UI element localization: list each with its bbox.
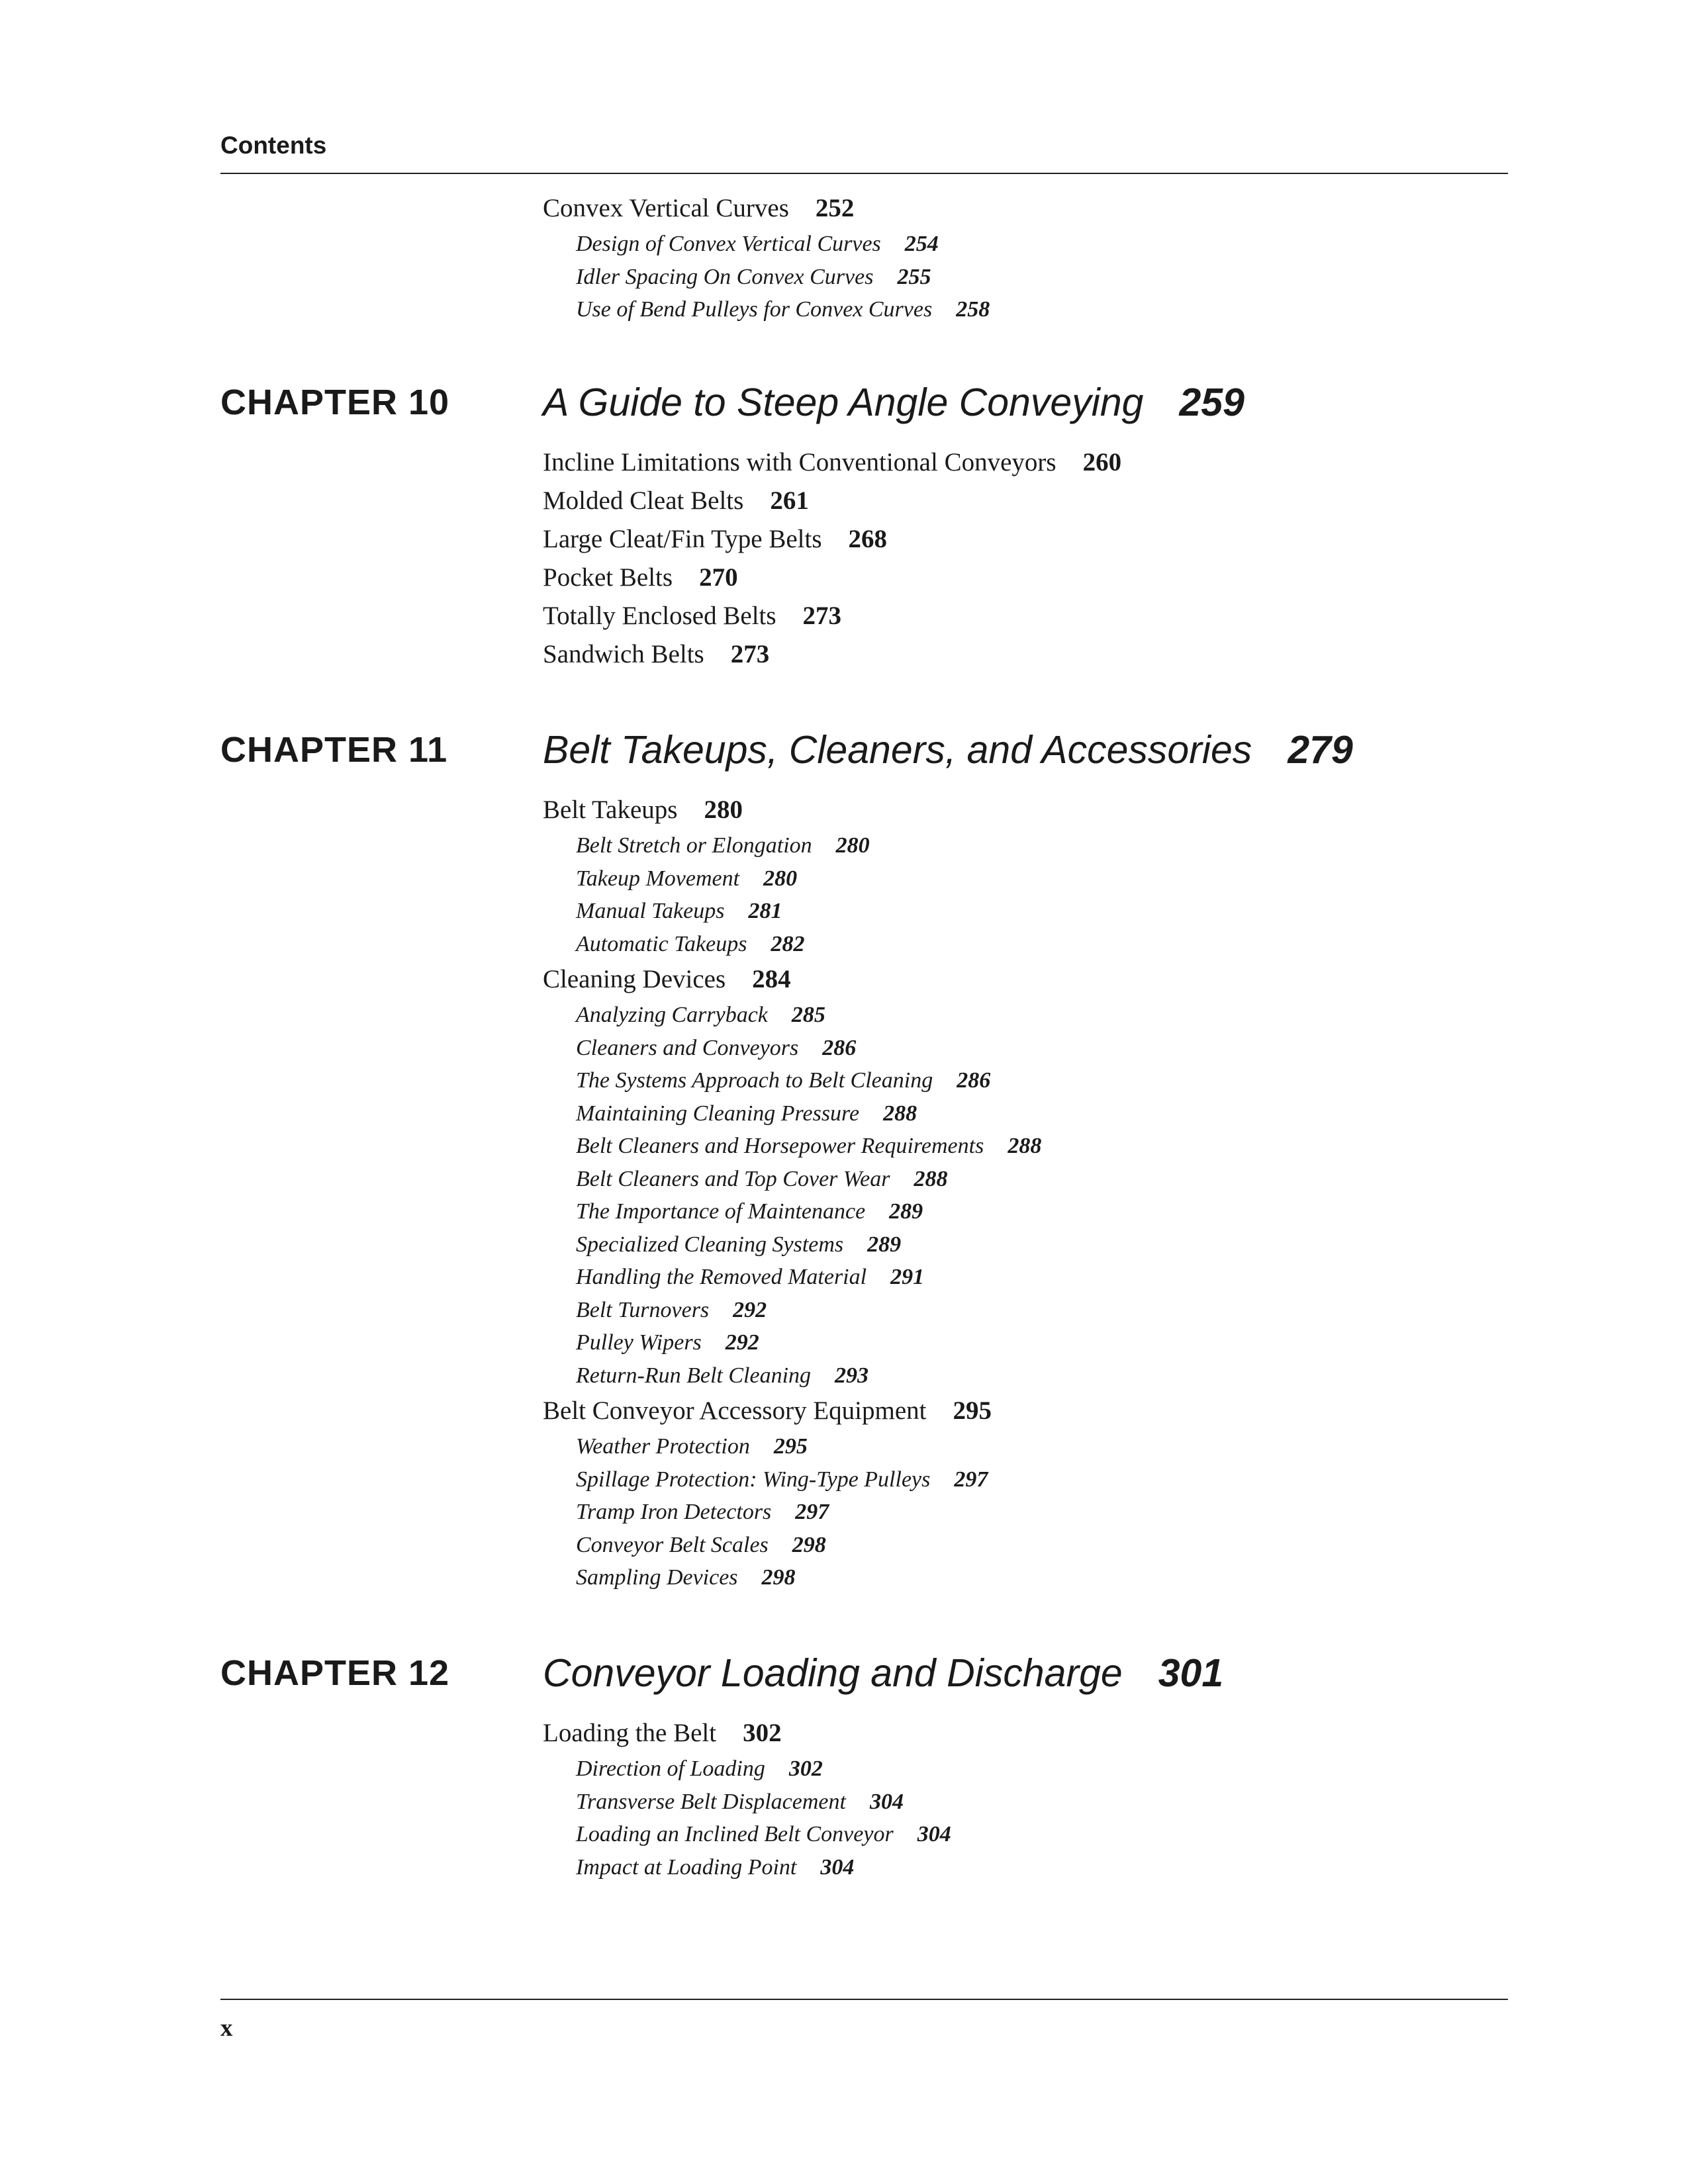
toc-entry-page: 297	[954, 1467, 988, 1492]
running-head: Contents	[220, 132, 327, 159]
toc-entry-page: 285	[791, 1003, 825, 1027]
toc-entry-title: Analyzing Carryback	[576, 1003, 768, 1027]
toc-subsection-entry[interactable]	[543, 1261, 1041, 1294]
toc-entry-page: 261	[770, 486, 809, 515]
toc-entry-title: Pulley Wipers	[576, 1330, 702, 1355]
toc-entry-page: 254	[904, 232, 939, 256]
toc-entry-title: Cleaners and Conveyors	[576, 1035, 799, 1060]
toc-entry-title: Belt Takeups	[543, 796, 678, 824]
toc-entry-page: 280	[763, 866, 798, 891]
toc-entry-page: 298	[792, 1532, 826, 1557]
toc-entry-title: Cleaning Devices	[543, 965, 726, 993]
chapter-title[interactable]	[543, 1648, 1223, 1698]
toc-entry-page: 288	[883, 1101, 917, 1126]
toc-subsection-entry[interactable]	[543, 1326, 1041, 1359]
toc-entry-title: Idler Spacing On Convex Curves	[576, 264, 874, 289]
toc-entry-title: Automatic Takeups	[576, 931, 747, 956]
toc-subsection-entry[interactable]	[543, 228, 990, 261]
toc-entry-title: Pocket Belts	[543, 563, 673, 592]
toc-entry-title: Spillage Protection: Wing-Type Pulleys	[576, 1467, 931, 1492]
toc-section-entry[interactable]	[543, 960, 1041, 999]
toc-section-entry[interactable]	[543, 1714, 951, 1752]
toc-subsection-entry[interactable]	[543, 829, 1041, 862]
chapter-page-number: 279	[1288, 728, 1353, 772]
toc-entry-page: 304	[917, 1822, 951, 1846]
toc-entry-title: Transverse Belt Displacement	[576, 1789, 846, 1814]
toc-entry-page: 292	[725, 1330, 759, 1355]
toc-entry-title: Specialized Cleaning Systems	[576, 1232, 844, 1257]
toc-entry-list	[543, 443, 1121, 674]
chapter-label: CHAPTER 12	[220, 1653, 450, 1693]
chapter-page-number: 259	[1179, 381, 1244, 424]
toc-subsection-entry[interactable]	[543, 1786, 951, 1819]
toc-section-entry[interactable]	[543, 791, 1041, 829]
toc-entry-title: Loading an Inclined Belt Conveyor	[576, 1822, 894, 1846]
toc-subsection-entry[interactable]	[543, 928, 1041, 961]
toc-subsection-entry[interactable]	[543, 1359, 1041, 1392]
toc-entry-page: 273	[802, 602, 842, 630]
toc-subsection-entry[interactable]	[543, 1294, 1041, 1327]
toc-entry-page: 298	[761, 1565, 796, 1590]
toc-entry-page: 284	[752, 965, 791, 993]
toc-entry-page: 302	[788, 1756, 823, 1781]
toc-entry-page: 280	[704, 796, 743, 824]
toc-section-entry[interactable]	[543, 443, 1121, 482]
chapter-title-text: A Guide to Steep Angle Conveying	[543, 381, 1144, 424]
toc-subsection-entry[interactable]	[543, 1529, 1041, 1562]
toc-entry-title: Conveyor Belt Scales	[576, 1532, 769, 1557]
toc-section-entry[interactable]	[543, 189, 990, 228]
toc-entry-title: Convex Vertical Curves	[543, 194, 789, 222]
toc-entry-title: Return-Run Belt Cleaning	[576, 1363, 812, 1388]
toc-subsection-entry[interactable]	[543, 1097, 1041, 1130]
toc-entry-title: Belt Stretch or Elongation	[576, 833, 812, 858]
toc-entry-page: 295	[953, 1396, 992, 1425]
toc-entry-list	[543, 1714, 951, 1884]
toc-entry-title: Handling the Removed Material	[576, 1265, 867, 1289]
toc-entry-title: Weather Protection	[576, 1434, 750, 1459]
toc-entry-page: 286	[957, 1068, 991, 1093]
toc-entry-page: 304	[869, 1789, 904, 1814]
chapter-title-text: Belt Takeups, Cleaners, and Accessories	[543, 728, 1252, 772]
toc-subsection-entry[interactable]	[543, 1064, 1041, 1097]
toc-entry-page: 289	[889, 1199, 923, 1224]
toc-entry-page: 260	[1082, 448, 1122, 477]
toc-subsection-entry[interactable]	[543, 1163, 1041, 1196]
toc-continuation-list	[543, 189, 990, 326]
toc-entry-page: 282	[771, 931, 805, 956]
toc-entry-page: 297	[795, 1500, 829, 1524]
chapter-page-number: 301	[1158, 1651, 1224, 1695]
toc-section-entry[interactable]	[543, 559, 1121, 597]
toc-entry-page: 280	[835, 833, 870, 858]
toc-entry-title: Manual Takeups	[576, 899, 725, 923]
toc-entry-list	[543, 791, 1041, 1594]
toc-entry-page: 288	[1008, 1134, 1042, 1158]
page-folio: x	[220, 2015, 233, 2042]
toc-subsection-entry[interactable]	[543, 261, 990, 294]
toc-subsection-entry[interactable]	[543, 293, 990, 326]
toc-entry-title: Takeup Movement	[576, 866, 740, 891]
toc-entry-page: 255	[897, 264, 931, 289]
toc-entry-title: Large Cleat/Fin Type Belts	[543, 525, 822, 553]
toc-entry-title: The Systems Approach to Belt Cleaning	[576, 1068, 933, 1093]
toc-entry-page: 289	[867, 1232, 902, 1257]
toc-entry-page: 273	[730, 640, 770, 668]
toc-entry-title: Belt Cleaners and Top Cover Wear	[576, 1166, 890, 1191]
toc-section-entry[interactable]	[543, 520, 1121, 559]
chapter-title[interactable]	[543, 377, 1244, 428]
toc-section-entry[interactable]	[543, 482, 1121, 520]
toc-entry-title: Impact at Loading Point	[576, 1854, 797, 1880]
toc-section-entry[interactable]	[543, 597, 1121, 635]
toc-subsection-entry[interactable]	[543, 1195, 1041, 1228]
footer-rule	[220, 1999, 1508, 2000]
toc-entry-title: Belt Cleaners and Horsepower Requirements	[576, 1134, 984, 1158]
toc-entry-page: 288	[914, 1166, 948, 1191]
toc-entry-page: 268	[848, 525, 888, 553]
toc-entry-page: 292	[733, 1297, 767, 1322]
chapter-label: CHAPTER 11	[220, 730, 448, 770]
toc-section-entry[interactable]	[543, 635, 1121, 674]
toc-entry-page: 302	[743, 1719, 782, 1747]
toc-entry-page: 281	[748, 899, 782, 923]
toc-entry-title: Direction of Loading	[576, 1756, 765, 1781]
toc-subsection-entry[interactable]	[543, 1430, 1041, 1463]
toc-section-entry[interactable]	[543, 1392, 1041, 1430]
toc-entry-page: 258	[956, 297, 990, 322]
toc-entry-page: 304	[820, 1854, 855, 1880]
toc-entry-title: Incline Limitations with Conventional Conveyors	[543, 448, 1056, 477]
toc-entry-page: 291	[890, 1265, 925, 1289]
toc-entry-title: Design of Convex Vertical Curves	[576, 232, 881, 256]
chapter-title[interactable]	[543, 725, 1353, 775]
toc-subsection-entry[interactable]	[543, 1228, 1041, 1261]
toc-subsection-entry[interactable]	[543, 1752, 951, 1786]
toc-subsection-entry[interactable]	[543, 1561, 1041, 1594]
toc-entry-page: 252	[815, 194, 855, 222]
toc-entry-title: Loading the Belt	[543, 1719, 717, 1747]
toc-entry-page: 295	[773, 1434, 808, 1459]
toc-entry-title: Molded Cleat Belts	[543, 486, 744, 515]
toc-entry-title: Sandwich Belts	[543, 640, 704, 668]
toc-subsection-entry[interactable]	[543, 999, 1041, 1032]
toc-subsection-entry[interactable]	[543, 895, 1041, 928]
chapter-title-text: Conveyor Loading and Discharge	[543, 1651, 1123, 1695]
toc-entry-title: Totally Enclosed Belts	[543, 602, 776, 630]
toc-entry-title: Maintaining Cleaning Pressure	[576, 1101, 860, 1126]
toc-entry-page: 270	[699, 563, 738, 592]
toc-subsection-entry[interactable]	[543, 1818, 951, 1851]
toc-subsection-entry[interactable]	[543, 1851, 951, 1884]
toc-subsection-entry[interactable]	[543, 1463, 1041, 1496]
toc-subsection-entry[interactable]	[543, 1496, 1041, 1529]
toc-entry-title: The Importance of Maintenance	[576, 1199, 866, 1224]
toc-entry-page: 293	[835, 1363, 869, 1388]
toc-entry-title: Use of Bend Pulleys for Convex Curves	[576, 297, 933, 322]
toc-entry-title: Sampling Devices	[576, 1565, 738, 1590]
toc-subsection-entry[interactable]	[543, 1032, 1041, 1065]
toc-entry-title: Belt Conveyor Accessory Equipment	[543, 1396, 927, 1425]
toc-subsection-entry[interactable]	[543, 1130, 1041, 1163]
chapter-label: CHAPTER 10	[220, 383, 450, 422]
toc-subsection-entry[interactable]	[543, 862, 1041, 895]
toc-entry-title: Belt Turnovers	[576, 1297, 710, 1322]
toc-entry-title: Tramp Iron Detectors	[576, 1500, 772, 1524]
header-rule	[220, 173, 1508, 174]
toc-entry-page: 286	[822, 1035, 857, 1060]
